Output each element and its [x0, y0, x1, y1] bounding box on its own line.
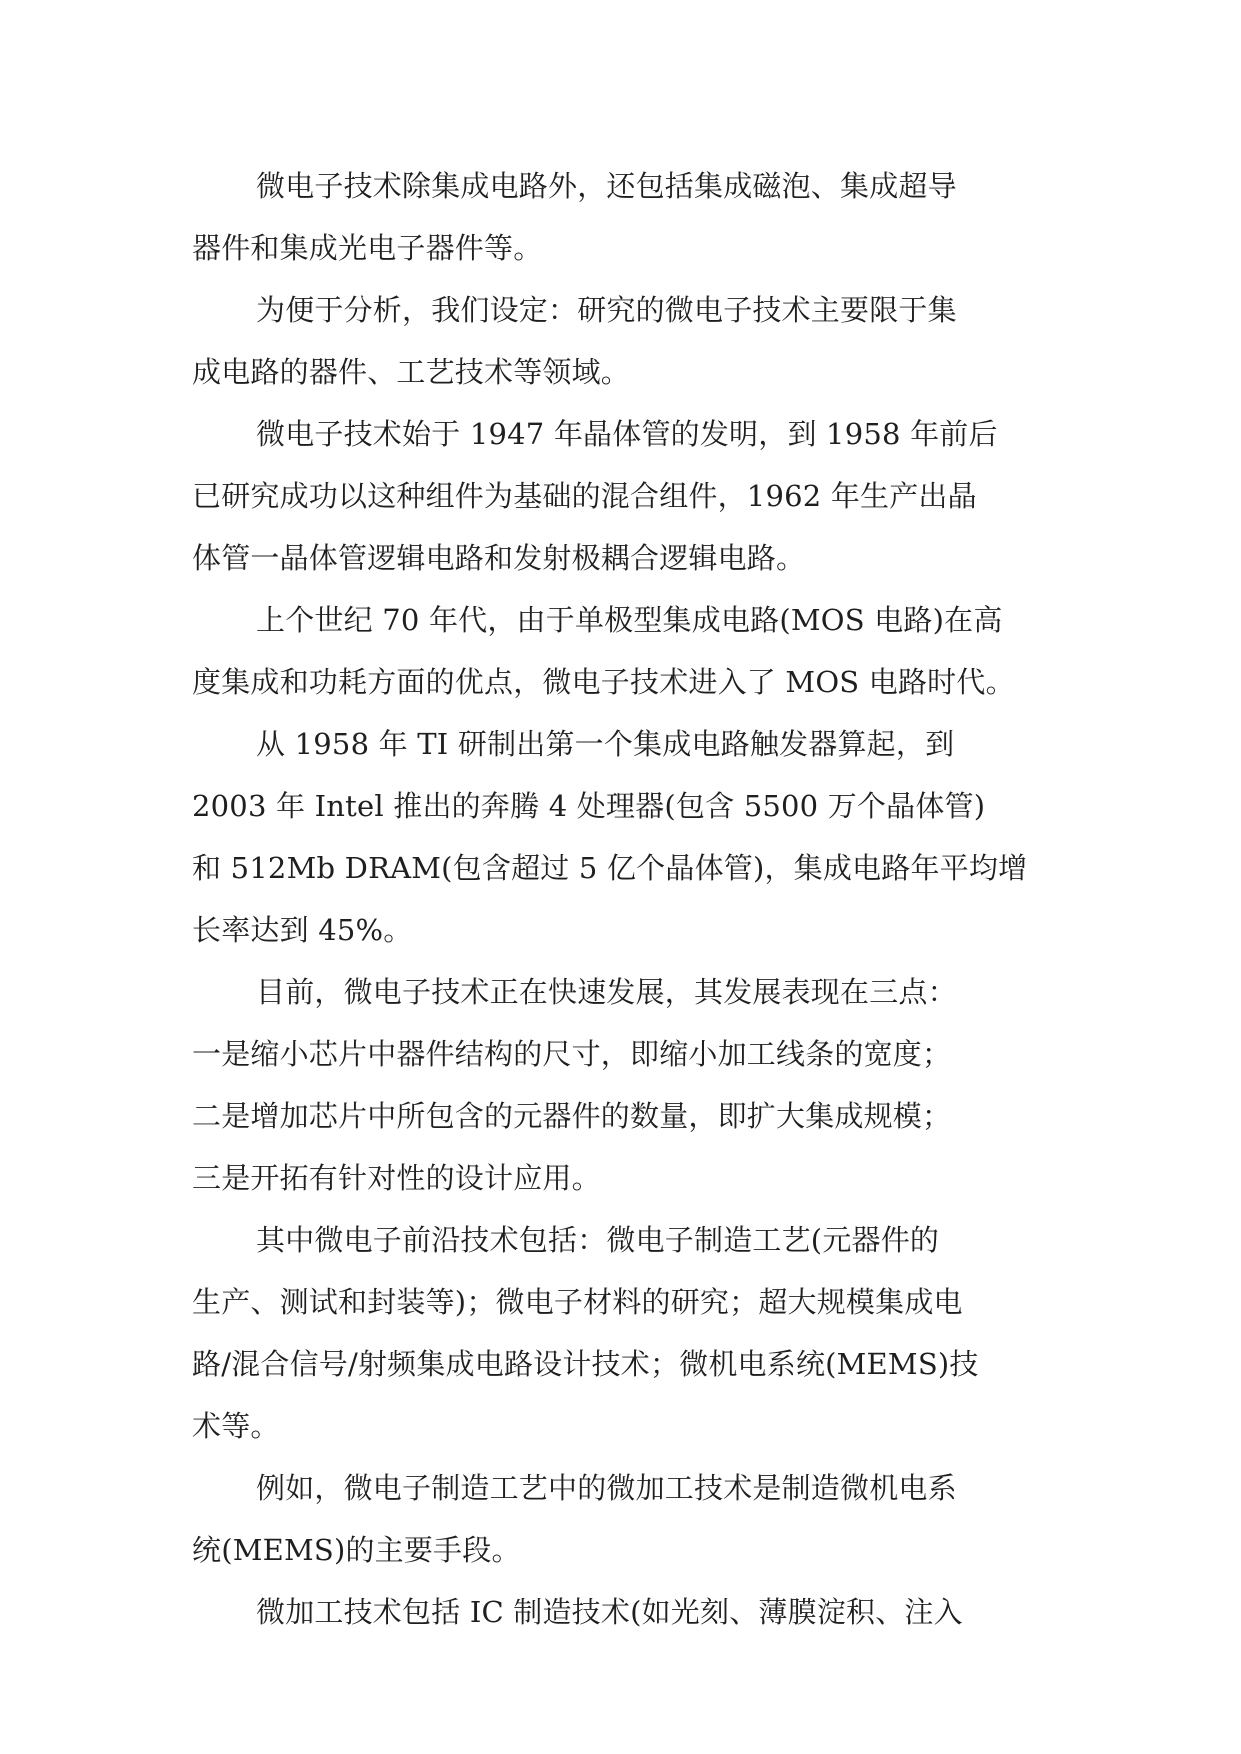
- text-line: 其中微电子前沿技术包括：微电子制造工艺(元器件的: [256, 1223, 940, 1257]
- text-line: 度集成和功耗方面的优点，微电子技术进入了 MOS 电路时代。: [192, 665, 1015, 699]
- paragraph: [192, 1209, 1052, 1457]
- text-line: 统(MEMS)的主要手段。: [192, 1533, 521, 1567]
- paragraph: [192, 713, 1052, 961]
- text-line: 器件和集成光电子器件等。: [192, 231, 543, 265]
- text-line: 已研究成功以这种组件为基础的混合组件，1962 年生产出晶: [192, 479, 977, 513]
- body-text: [192, 155, 1052, 1643]
- text-line: 微电子技术始于 1947 年晶体管的发明，到 1958 年前后: [256, 417, 998, 451]
- text-line: 术等。: [192, 1409, 280, 1443]
- text-line: 微电子技术除集成电路外，还包括集成磁泡、集成超导: [256, 169, 957, 203]
- text-line: 长率达到 45%。: [192, 913, 413, 947]
- text-line: 生产、测试和封装等)；微电子材料的研究；超大规模集成电: [192, 1285, 963, 1319]
- text-line: 一是缩小芯片中器件结构的尺寸，即缩小加工线条的宽度；: [192, 1037, 952, 1071]
- text-line: 上个世纪 70 年代，由于单极型集成电路(MOS 电路)在高: [256, 603, 1003, 637]
- text-line: 路/混合信号/射频集成电路设计技术；微机电系统(MEMS)技: [192, 1347, 979, 1381]
- text-line: 和 512Mb DRAM(包含超过 5 亿个晶体管)，集成电路年平均增: [192, 851, 1028, 885]
- paragraph: [192, 1581, 1052, 1643]
- paragraph: [192, 589, 1052, 713]
- text-line: 从 1958 年 TI 研制出第一个集成电路触发器算起，到: [256, 727, 955, 761]
- paragraph: [192, 1457, 1052, 1581]
- text-line: 二是增加芯片中所包含的元器件的数量，即扩大集成规模；: [192, 1099, 952, 1133]
- paragraph: [192, 961, 1052, 1209]
- text-line: 体管一晶体管逻辑电路和发射极耦合逻辑电路。: [192, 541, 806, 575]
- text-line: 三是开拓有针对性的设计应用。: [192, 1161, 601, 1195]
- text-line: 例如，微电子制造工艺中的微加工技术是制造微机电系: [256, 1471, 957, 1505]
- paragraph: [192, 155, 1052, 279]
- paragraph: [192, 279, 1052, 403]
- paragraph: [192, 403, 1052, 589]
- text-line: 微加工技术包括 IC 制造技术(如光刻、薄膜淀积、注入: [256, 1595, 963, 1629]
- text-line: 为便于分析，我们设定：研究的微电子技术主要限于集: [256, 293, 957, 327]
- text-line: 2003 年 Intel 推出的奔腾 4 处理器(包含 5500 万个晶体管): [192, 789, 986, 823]
- text-line: 成电路的器件、工艺技术等领域。: [192, 355, 631, 389]
- text-line: 目前，微电子技术正在快速发展，其发展表现在三点：: [256, 975, 957, 1009]
